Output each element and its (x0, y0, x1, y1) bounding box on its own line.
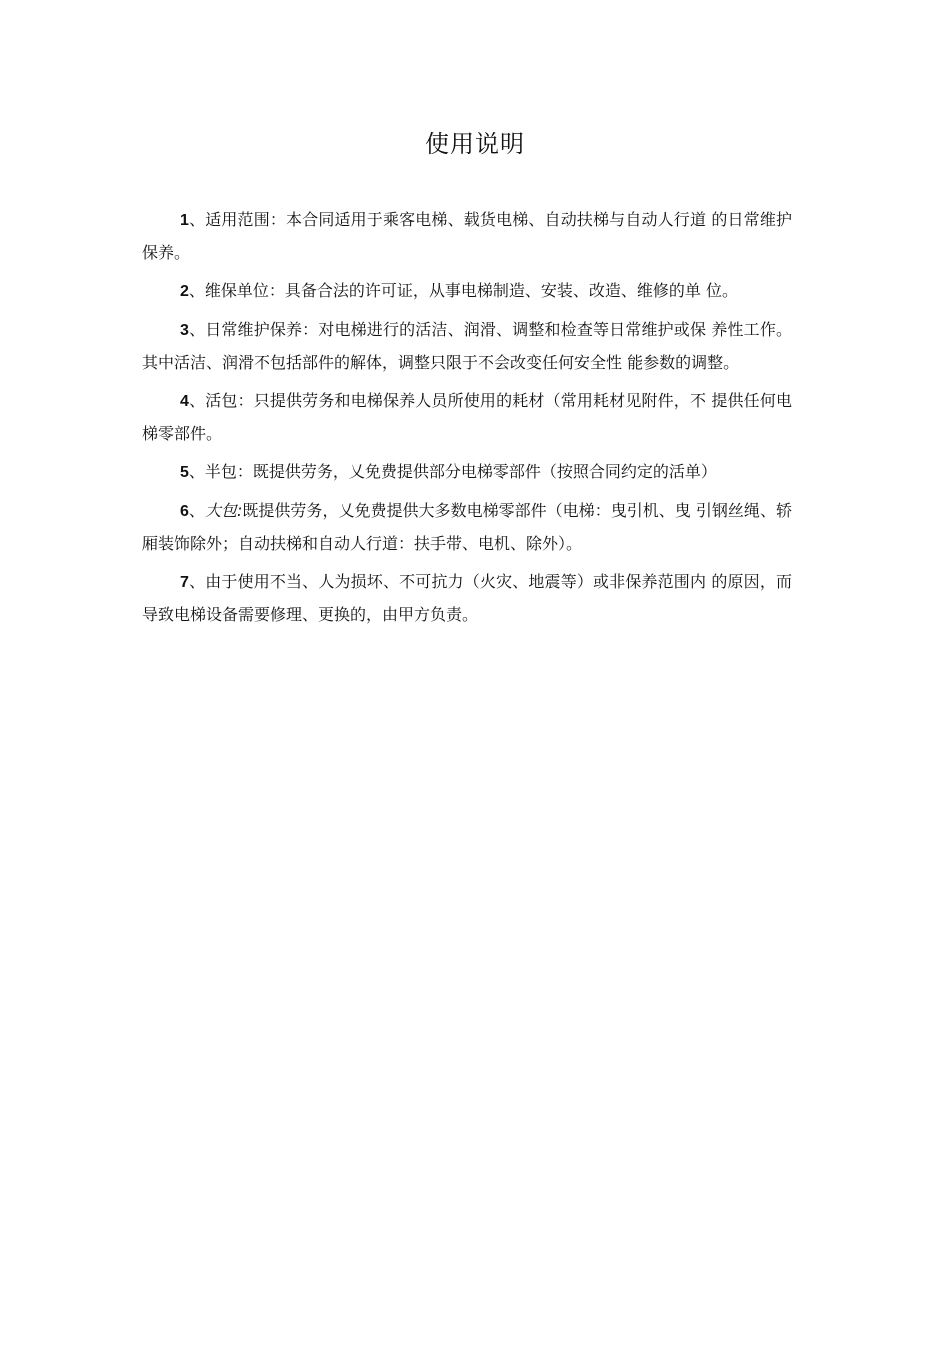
clause-label: 、半包： (188, 462, 253, 481)
clause-text: 由于使用不当、人为损坏、不可抗力（火灾、地震等）或非保养范围内 的原因，而导致电梯设备需要修理、更换的，由甲方负责。 (142, 572, 792, 624)
clause-number: 7 (180, 574, 189, 591)
clause-number: 4 (180, 393, 189, 410)
clause-text: 只提供劳务和电梯保养人员所使用的耗材（常用耗材见附件，不 提供任何电梯零部件。 (142, 391, 792, 443)
clause-number: 3 (180, 322, 189, 339)
clause-label: 、日常维护保养： (188, 320, 319, 339)
clause-text: 本合同适用于乘客电梯、载货电梯、自动扶梯与自动人行道 的日常维护保养。 (142, 210, 792, 262)
clause-number: 2 (180, 283, 189, 300)
clause-6 (142, 495, 792, 560)
clause-text: 既提供劳务，乂免费提供部分电梯零部件（按照合同约定的活单） (252, 462, 717, 481)
clause-label-italic: 大包: (204, 501, 243, 520)
clause-label: 、维保单位： (188, 281, 285, 300)
clause-1 (142, 204, 792, 269)
clause-text: 具备合法的许可证，从事电梯制造、安装、改造、维修的单 位。 (284, 281, 739, 300)
clause-number: 1 (180, 212, 189, 229)
clause-4 (142, 385, 792, 450)
clause-number: 6 (180, 503, 189, 520)
clause-5 (142, 456, 792, 489)
clause-label: 、 (188, 572, 206, 591)
clause-3 (142, 314, 792, 379)
document-title: 使用说明 (425, 130, 525, 158)
clause-label: 、活包： (188, 391, 254, 410)
clause-label: 、适用范围： (188, 210, 287, 229)
clause-number: 5 (180, 464, 189, 481)
clause-text: 对电梯进行的活洁、润滑、调整和检查等日常维护或保 养性工作。其中活洁、润滑不包括部件的解体，调整只限于不会改变任何安全性 能参数的调整。 (142, 320, 792, 372)
clause-label: 、 (188, 501, 205, 520)
document-body (142, 204, 792, 637)
clause-7 (142, 566, 792, 631)
clause-2 (142, 275, 792, 308)
clause-text: 既提供劳务，乂免费提供大多数电梯零部件（电梯：曳引机、曳 引钢丝绳、轿厢装饰除外；自动扶梯和自动人行道：扶手带、电机、除外）。 (142, 501, 792, 553)
